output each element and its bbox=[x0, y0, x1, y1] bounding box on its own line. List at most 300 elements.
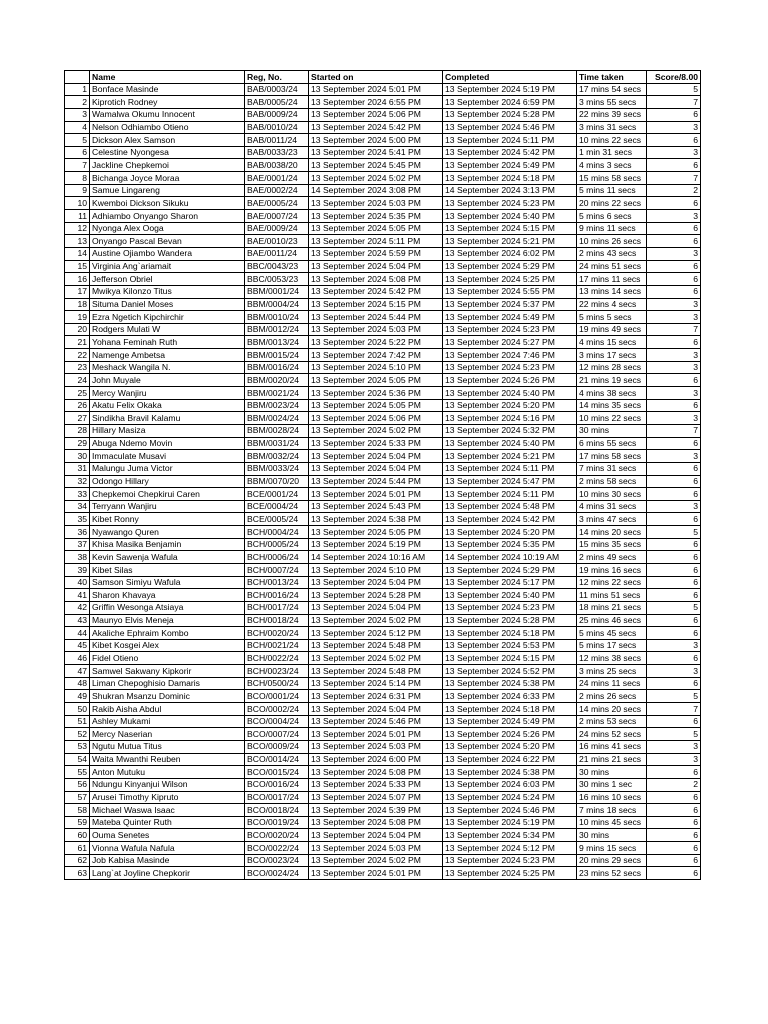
completed-cell: 13 September 2024 5:46 PM bbox=[443, 121, 577, 134]
completed-cell: 13 September 2024 5:38 PM bbox=[443, 766, 577, 779]
table-row bbox=[65, 829, 701, 842]
reg-number-cell: BCO/0009/24 bbox=[245, 740, 309, 753]
row-number-cell: 62 bbox=[65, 854, 90, 867]
started-on-cell: 13 September 2024 5:06 PM bbox=[309, 108, 443, 121]
row-number-cell: 31 bbox=[65, 462, 90, 475]
table-row bbox=[65, 159, 701, 172]
reg-number-cell: BCE/0005/24 bbox=[245, 513, 309, 526]
reg-number-cell: BBM/0031/24 bbox=[245, 437, 309, 450]
score-cell: 6 bbox=[647, 475, 701, 488]
student-name-cell: Shukran Msanzu Dominic bbox=[90, 690, 245, 703]
time-taken-cell: 1 min 31 secs bbox=[577, 146, 647, 159]
time-taken-cell: 25 mins 46 secs bbox=[577, 614, 647, 627]
table-row bbox=[65, 450, 701, 463]
row-number-cell: 23 bbox=[65, 361, 90, 374]
row-number-cell: 20 bbox=[65, 323, 90, 336]
reg-number-cell: BBM/0023/24 bbox=[245, 399, 309, 412]
started-on-cell: 13 September 2024 5:35 PM bbox=[309, 210, 443, 223]
started-on-cell: 13 September 2024 6:31 PM bbox=[309, 690, 443, 703]
student-name-cell: Chepkemoi Chepkirui Caren bbox=[90, 488, 245, 501]
time-taken-cell: 18 mins 21 secs bbox=[577, 601, 647, 614]
time-taken-cell: 3 mins 31 secs bbox=[577, 121, 647, 134]
started-on-cell: 13 September 2024 5:14 PM bbox=[309, 677, 443, 690]
started-on-cell: 13 September 2024 5:05 PM bbox=[309, 222, 443, 235]
completed-cell: 13 September 2024 5:17 PM bbox=[443, 576, 577, 589]
reg-number-cell: BCO/0001/24 bbox=[245, 690, 309, 703]
time-taken-cell: 10 mins 22 secs bbox=[577, 134, 647, 147]
completed-cell: 13 September 2024 5:29 PM bbox=[443, 563, 577, 576]
time-taken-cell: 14 mins 35 secs bbox=[577, 399, 647, 412]
score-cell: 7 bbox=[647, 323, 701, 336]
completed-cell: 13 September 2024 5:27 PM bbox=[443, 336, 577, 349]
row-number-cell: 25 bbox=[65, 387, 90, 400]
time-taken-cell: 2 mins 43 secs bbox=[577, 247, 647, 260]
reg-number-cell: BBM/0012/24 bbox=[245, 323, 309, 336]
row-number-cell: 35 bbox=[65, 513, 90, 526]
started-on-cell: 13 September 2024 5:02 PM bbox=[309, 172, 443, 185]
score-cell: 3 bbox=[647, 412, 701, 425]
score-cell: 5 bbox=[647, 83, 701, 96]
reg-number-cell: BAB/0009/24 bbox=[245, 108, 309, 121]
table-row bbox=[65, 387, 701, 400]
started-on-cell: 13 September 2024 5:05 PM bbox=[309, 374, 443, 387]
reg-number-cell: BCH/0006/24 bbox=[245, 551, 309, 564]
table-row bbox=[65, 816, 701, 829]
student-name-cell: Ndungu Kinyanjui Wilson bbox=[90, 778, 245, 791]
reg-number-cell: BCO/0015/24 bbox=[245, 766, 309, 779]
completed-cell: 13 September 2024 5:23 PM bbox=[443, 323, 577, 336]
student-name-cell: Kibet Kosgei Alex bbox=[90, 639, 245, 652]
table-row bbox=[65, 197, 701, 210]
score-cell: 6 bbox=[647, 134, 701, 147]
reg-number-cell: BCO/0020/24 bbox=[245, 829, 309, 842]
score-cell: 6 bbox=[647, 235, 701, 248]
row-number-cell: 60 bbox=[65, 829, 90, 842]
reg-number-cell: BCO/0018/24 bbox=[245, 804, 309, 817]
header-name: Name bbox=[90, 71, 245, 84]
student-name-cell: Jackline Chepkemoi bbox=[90, 159, 245, 172]
score-cell: 6 bbox=[647, 538, 701, 551]
reg-number-cell: BBM/0032/24 bbox=[245, 450, 309, 463]
time-taken-cell: 2 mins 49 secs bbox=[577, 551, 647, 564]
reg-number-cell: BAE/0001/24 bbox=[245, 172, 309, 185]
row-number-cell: 48 bbox=[65, 677, 90, 690]
row-number-cell: 6 bbox=[65, 146, 90, 159]
header-index bbox=[65, 71, 90, 84]
time-taken-cell: 13 mins 14 secs bbox=[577, 285, 647, 298]
table-row bbox=[65, 690, 701, 703]
completed-cell: 13 September 2024 5:23 PM bbox=[443, 361, 577, 374]
student-name-cell: Nelson Odhiambo Otieno bbox=[90, 121, 245, 134]
started-on-cell: 13 September 2024 5:12 PM bbox=[309, 627, 443, 640]
row-number-cell: 47 bbox=[65, 665, 90, 678]
row-number-cell: 42 bbox=[65, 601, 90, 614]
time-taken-cell: 5 mins 17 secs bbox=[577, 639, 647, 652]
completed-cell: 13 September 2024 5:24 PM bbox=[443, 791, 577, 804]
row-number-cell: 7 bbox=[65, 159, 90, 172]
score-cell: 3 bbox=[647, 753, 701, 766]
time-taken-cell: 7 mins 18 secs bbox=[577, 804, 647, 817]
score-cell: 3 bbox=[647, 311, 701, 324]
row-number-cell: 44 bbox=[65, 627, 90, 640]
row-number-cell: 10 bbox=[65, 197, 90, 210]
table-row bbox=[65, 715, 701, 728]
time-taken-cell: 10 mins 22 secs bbox=[577, 412, 647, 425]
reg-number-cell: BBM/0015/24 bbox=[245, 349, 309, 362]
time-taken-cell: 2 mins 58 secs bbox=[577, 475, 647, 488]
started-on-cell: 13 September 2024 5:02 PM bbox=[309, 652, 443, 665]
time-taken-cell: 3 mins 55 secs bbox=[577, 96, 647, 109]
time-taken-cell: 14 mins 20 secs bbox=[577, 526, 647, 539]
student-name-cell: Nyonga Alex Ooga bbox=[90, 222, 245, 235]
score-cell: 3 bbox=[647, 146, 701, 159]
time-taken-cell: 15 mins 35 secs bbox=[577, 538, 647, 551]
row-number-cell: 19 bbox=[65, 311, 90, 324]
table-row bbox=[65, 842, 701, 855]
reg-number-cell: BCH/0016/24 bbox=[245, 589, 309, 602]
row-number-cell: 29 bbox=[65, 437, 90, 450]
reg-number-cell: BBM/0016/24 bbox=[245, 361, 309, 374]
row-number-cell: 40 bbox=[65, 576, 90, 589]
row-number-cell: 32 bbox=[65, 475, 90, 488]
completed-cell: 13 September 2024 5:49 PM bbox=[443, 159, 577, 172]
student-name-cell: Adhiambo Onyango Sharon bbox=[90, 210, 245, 223]
completed-cell: 13 September 2024 5:42 PM bbox=[443, 146, 577, 159]
score-cell: 3 bbox=[647, 349, 701, 362]
student-name-cell: Kwemboi Dickson Sikuku bbox=[90, 197, 245, 210]
student-name-cell: John Muyale bbox=[90, 374, 245, 387]
time-taken-cell: 12 mins 38 secs bbox=[577, 652, 647, 665]
started-on-cell: 13 September 2024 5:00 PM bbox=[309, 134, 443, 147]
time-taken-cell: 10 mins 45 secs bbox=[577, 816, 647, 829]
student-name-cell: Celestine Nyongesa bbox=[90, 146, 245, 159]
student-name-cell: Sindikha Bravil Kalamu bbox=[90, 412, 245, 425]
row-number-cell: 56 bbox=[65, 778, 90, 791]
student-name-cell: Samue Lingareng bbox=[90, 184, 245, 197]
completed-cell: 14 September 2024 10:19 AM bbox=[443, 551, 577, 564]
score-cell: 6 bbox=[647, 804, 701, 817]
time-taken-cell: 30 mins bbox=[577, 424, 647, 437]
table-row bbox=[65, 146, 701, 159]
table-row bbox=[65, 260, 701, 273]
score-cell: 6 bbox=[647, 159, 701, 172]
score-cell: 3 bbox=[647, 361, 701, 374]
started-on-cell: 13 September 2024 5:10 PM bbox=[309, 563, 443, 576]
results-table bbox=[64, 70, 701, 880]
table-row bbox=[65, 475, 701, 488]
student-name-cell: Samwel Sakwany Kipkorir bbox=[90, 665, 245, 678]
reg-number-cell: BBC/0043/23 bbox=[245, 260, 309, 273]
reg-number-cell: BBM/0020/24 bbox=[245, 374, 309, 387]
student-name-cell: Ezra Ngetich Kipchirchir bbox=[90, 311, 245, 324]
reg-number-cell: BAB/0010/24 bbox=[245, 121, 309, 134]
time-taken-cell: 11 mins 51 secs bbox=[577, 589, 647, 602]
score-cell: 3 bbox=[647, 740, 701, 753]
score-cell: 6 bbox=[647, 576, 701, 589]
started-on-cell: 13 September 2024 5:42 PM bbox=[309, 285, 443, 298]
table-row bbox=[65, 323, 701, 336]
row-number-cell: 30 bbox=[65, 450, 90, 463]
completed-cell: 13 September 2024 5:26 PM bbox=[443, 374, 577, 387]
time-taken-cell: 21 mins 21 secs bbox=[577, 753, 647, 766]
completed-cell: 13 September 2024 5:29 PM bbox=[443, 260, 577, 273]
completed-cell: 13 September 2024 5:48 PM bbox=[443, 500, 577, 513]
student-name-cell: Lang`at Joyline Chepkorir bbox=[90, 867, 245, 880]
started-on-cell: 13 September 2024 5:04 PM bbox=[309, 260, 443, 273]
table-row bbox=[65, 740, 701, 753]
table-row bbox=[65, 184, 701, 197]
time-taken-cell: 12 mins 22 secs bbox=[577, 576, 647, 589]
started-on-cell: 13 September 2024 5:04 PM bbox=[309, 601, 443, 614]
score-cell: 5 bbox=[647, 526, 701, 539]
reg-number-cell: BAE/0009/24 bbox=[245, 222, 309, 235]
reg-number-cell: BCH/0023/24 bbox=[245, 665, 309, 678]
table-row bbox=[65, 728, 701, 741]
time-taken-cell: 30 mins bbox=[577, 829, 647, 842]
started-on-cell: 13 September 2024 5:36 PM bbox=[309, 387, 443, 400]
table-row bbox=[65, 336, 701, 349]
completed-cell: 13 September 2024 5:18 PM bbox=[443, 172, 577, 185]
table-row bbox=[65, 601, 701, 614]
reg-number-cell: BCO/0024/24 bbox=[245, 867, 309, 880]
row-number-cell: 9 bbox=[65, 184, 90, 197]
completed-cell: 13 September 2024 5:12 PM bbox=[443, 842, 577, 855]
reg-number-cell: BCH/0013/24 bbox=[245, 576, 309, 589]
table-row bbox=[65, 627, 701, 640]
student-name-cell: Fidel Otieno bbox=[90, 652, 245, 665]
started-on-cell: 13 September 2024 6:55 PM bbox=[309, 96, 443, 109]
completed-cell: 13 September 2024 5:37 PM bbox=[443, 298, 577, 311]
started-on-cell: 13 September 2024 5:41 PM bbox=[309, 146, 443, 159]
row-number-cell: 52 bbox=[65, 728, 90, 741]
reg-number-cell: BCH/0004/24 bbox=[245, 526, 309, 539]
table-row bbox=[65, 134, 701, 147]
time-taken-cell: 24 mins 11 secs bbox=[577, 677, 647, 690]
completed-cell: 13 September 2024 5:21 PM bbox=[443, 450, 577, 463]
score-cell: 6 bbox=[647, 652, 701, 665]
completed-cell: 13 September 2024 5:28 PM bbox=[443, 614, 577, 627]
table-row bbox=[65, 778, 701, 791]
row-number-cell: 13 bbox=[65, 235, 90, 248]
student-name-cell: Michael Waswa Isaac bbox=[90, 804, 245, 817]
started-on-cell: 13 September 2024 5:05 PM bbox=[309, 526, 443, 539]
completed-cell: 13 September 2024 6:33 PM bbox=[443, 690, 577, 703]
time-taken-cell: 24 mins 51 secs bbox=[577, 260, 647, 273]
score-cell: 3 bbox=[647, 121, 701, 134]
completed-cell: 13 September 2024 5:40 PM bbox=[443, 387, 577, 400]
table-row bbox=[65, 285, 701, 298]
time-taken-cell: 17 mins 11 secs bbox=[577, 273, 647, 286]
completed-cell: 13 September 2024 7:46 PM bbox=[443, 349, 577, 362]
table-row bbox=[65, 703, 701, 716]
score-cell: 6 bbox=[647, 197, 701, 210]
time-taken-cell: 7 mins 31 secs bbox=[577, 462, 647, 475]
time-taken-cell: 10 mins 26 secs bbox=[577, 235, 647, 248]
table-row bbox=[65, 273, 701, 286]
reg-number-cell: BBM/0033/24 bbox=[245, 462, 309, 475]
reg-number-cell: BCH/0022/24 bbox=[245, 652, 309, 665]
started-on-cell: 13 September 2024 5:02 PM bbox=[309, 854, 443, 867]
table-row bbox=[65, 538, 701, 551]
table-row bbox=[65, 652, 701, 665]
reg-number-cell: BCO/0019/24 bbox=[245, 816, 309, 829]
started-on-cell: 13 September 2024 5:03 PM bbox=[309, 842, 443, 855]
table-row bbox=[65, 96, 701, 109]
started-on-cell: 13 September 2024 7:42 PM bbox=[309, 349, 443, 362]
row-number-cell: 1 bbox=[65, 83, 90, 96]
started-on-cell: 13 September 2024 5:38 PM bbox=[309, 513, 443, 526]
header-row bbox=[65, 71, 701, 84]
time-taken-cell: 16 mins 10 secs bbox=[577, 791, 647, 804]
time-taken-cell: 3 mins 47 secs bbox=[577, 513, 647, 526]
started-on-cell: 13 September 2024 5:15 PM bbox=[309, 298, 443, 311]
student-name-cell: Sharon Khavaya bbox=[90, 589, 245, 602]
started-on-cell: 14 September 2024 10:16 AM bbox=[309, 551, 443, 564]
score-cell: 6 bbox=[647, 513, 701, 526]
completed-cell: 13 September 2024 5:53 PM bbox=[443, 639, 577, 652]
reg-number-cell: BAB/0038/20 bbox=[245, 159, 309, 172]
completed-cell: 13 September 2024 5:11 PM bbox=[443, 462, 577, 475]
started-on-cell: 13 September 2024 5:33 PM bbox=[309, 778, 443, 791]
table-row bbox=[65, 437, 701, 450]
row-number-cell: 27 bbox=[65, 412, 90, 425]
started-on-cell: 13 September 2024 5:39 PM bbox=[309, 804, 443, 817]
table-row bbox=[65, 804, 701, 817]
completed-cell: 13 September 2024 6:03 PM bbox=[443, 778, 577, 791]
student-name-cell: Khisa Masika Benjamin bbox=[90, 538, 245, 551]
row-number-cell: 51 bbox=[65, 715, 90, 728]
completed-cell: 13 September 2024 5:40 PM bbox=[443, 437, 577, 450]
time-taken-cell: 17 mins 54 secs bbox=[577, 83, 647, 96]
time-taken-cell: 2 mins 26 secs bbox=[577, 690, 647, 703]
completed-cell: 13 September 2024 5:46 PM bbox=[443, 804, 577, 817]
student-name-cell: Akatu Felix Okaka bbox=[90, 399, 245, 412]
score-cell: 6 bbox=[647, 399, 701, 412]
student-name-cell: Virginia Ang`ariamait bbox=[90, 260, 245, 273]
student-name-cell: Kiprotich Rodney bbox=[90, 96, 245, 109]
time-taken-cell: 6 mins 55 secs bbox=[577, 437, 647, 450]
started-on-cell: 13 September 2024 5:10 PM bbox=[309, 361, 443, 374]
completed-cell: 13 September 2024 5:21 PM bbox=[443, 235, 577, 248]
reg-number-cell: BAB/0033/23 bbox=[245, 146, 309, 159]
time-taken-cell: 20 mins 29 secs bbox=[577, 854, 647, 867]
started-on-cell: 13 September 2024 5:11 PM bbox=[309, 235, 443, 248]
score-cell: 7 bbox=[647, 96, 701, 109]
score-cell: 3 bbox=[647, 210, 701, 223]
reg-number-cell: BCO/0004/24 bbox=[245, 715, 309, 728]
student-name-cell: Akaliche Ephraim Kombo bbox=[90, 627, 245, 640]
completed-cell: 13 September 2024 5:19 PM bbox=[443, 83, 577, 96]
completed-cell: 14 September 2024 3:13 PM bbox=[443, 184, 577, 197]
table-row bbox=[65, 677, 701, 690]
student-name-cell: Bonface Masinde bbox=[90, 83, 245, 96]
started-on-cell: 13 September 2024 5:33 PM bbox=[309, 437, 443, 450]
row-number-cell: 8 bbox=[65, 172, 90, 185]
student-name-cell: Kevin Sawenja Wafula bbox=[90, 551, 245, 564]
reg-number-cell: BAE/0011/24 bbox=[245, 247, 309, 260]
student-name-cell: Yohana Feminah Ruth bbox=[90, 336, 245, 349]
student-name-cell: Abuga Ndemo Movin bbox=[90, 437, 245, 450]
started-on-cell: 13 September 2024 5:43 PM bbox=[309, 500, 443, 513]
table-row bbox=[65, 462, 701, 475]
table-row bbox=[65, 399, 701, 412]
started-on-cell: 13 September 2024 5:19 PM bbox=[309, 538, 443, 551]
reg-number-cell: BBC/0053/23 bbox=[245, 273, 309, 286]
completed-cell: 13 September 2024 5:26 PM bbox=[443, 728, 577, 741]
student-name-cell: Onyango Pascal Bevan bbox=[90, 235, 245, 248]
reg-number-cell: BAB/0003/24 bbox=[245, 83, 309, 96]
table-row bbox=[65, 298, 701, 311]
started-on-cell: 14 September 2024 3:08 PM bbox=[309, 184, 443, 197]
started-on-cell: 13 September 2024 5:22 PM bbox=[309, 336, 443, 349]
table-body bbox=[65, 83, 701, 879]
student-name-cell: Meshack Wangila N. bbox=[90, 361, 245, 374]
row-number-cell: 39 bbox=[65, 563, 90, 576]
completed-cell: 13 September 2024 5:49 PM bbox=[443, 311, 577, 324]
table-row bbox=[65, 589, 701, 602]
table-row bbox=[65, 247, 701, 260]
started-on-cell: 13 September 2024 5:08 PM bbox=[309, 816, 443, 829]
time-taken-cell: 16 mins 41 secs bbox=[577, 740, 647, 753]
row-number-cell: 55 bbox=[65, 766, 90, 779]
reg-number-cell: BCO/0007/24 bbox=[245, 728, 309, 741]
table-row bbox=[65, 791, 701, 804]
reg-number-cell: BBM/0004/24 bbox=[245, 298, 309, 311]
row-number-cell: 33 bbox=[65, 488, 90, 501]
completed-cell: 13 September 2024 5:40 PM bbox=[443, 589, 577, 602]
completed-cell: 13 September 2024 5:38 PM bbox=[443, 677, 577, 690]
score-cell: 6 bbox=[647, 842, 701, 855]
table-row bbox=[65, 513, 701, 526]
time-taken-cell: 9 mins 15 secs bbox=[577, 842, 647, 855]
started-on-cell: 13 September 2024 5:08 PM bbox=[309, 273, 443, 286]
table-row bbox=[65, 614, 701, 627]
row-number-cell: 46 bbox=[65, 652, 90, 665]
completed-cell: 13 September 2024 6:02 PM bbox=[443, 247, 577, 260]
completed-cell: 13 September 2024 5:52 PM bbox=[443, 665, 577, 678]
score-cell: 5 bbox=[647, 728, 701, 741]
student-name-cell: Mateba Quinter Ruth bbox=[90, 816, 245, 829]
table-row bbox=[65, 361, 701, 374]
started-on-cell: 13 September 2024 5:48 PM bbox=[309, 665, 443, 678]
student-name-cell: Austine Ojiambo Wandera bbox=[90, 247, 245, 260]
reg-number-cell: BBM/0010/24 bbox=[245, 311, 309, 324]
reg-number-cell: BBM/0028/24 bbox=[245, 424, 309, 437]
time-taken-cell: 21 mins 19 secs bbox=[577, 374, 647, 387]
time-taken-cell: 14 mins 20 secs bbox=[577, 703, 647, 716]
row-number-cell: 59 bbox=[65, 816, 90, 829]
student-name-cell: Bichanga Joyce Moraa bbox=[90, 172, 245, 185]
row-number-cell: 53 bbox=[65, 740, 90, 753]
row-number-cell: 28 bbox=[65, 424, 90, 437]
started-on-cell: 13 September 2024 5:42 PM bbox=[309, 121, 443, 134]
student-name-cell: Namenge Ambetsa bbox=[90, 349, 245, 362]
started-on-cell: 13 September 2024 5:02 PM bbox=[309, 424, 443, 437]
table-row bbox=[65, 639, 701, 652]
table-row bbox=[65, 83, 701, 96]
score-cell: 6 bbox=[647, 551, 701, 564]
score-cell: 6 bbox=[647, 867, 701, 880]
row-number-cell: 43 bbox=[65, 614, 90, 627]
score-cell: 3 bbox=[647, 450, 701, 463]
row-number-cell: 3 bbox=[65, 108, 90, 121]
reg-number-cell: BCH/0005/24 bbox=[245, 538, 309, 551]
completed-cell: 13 September 2024 5:20 PM bbox=[443, 740, 577, 753]
score-cell: 2 bbox=[647, 184, 701, 197]
completed-cell: 13 September 2024 5:15 PM bbox=[443, 652, 577, 665]
time-taken-cell: 30 mins bbox=[577, 766, 647, 779]
score-cell: 6 bbox=[647, 816, 701, 829]
